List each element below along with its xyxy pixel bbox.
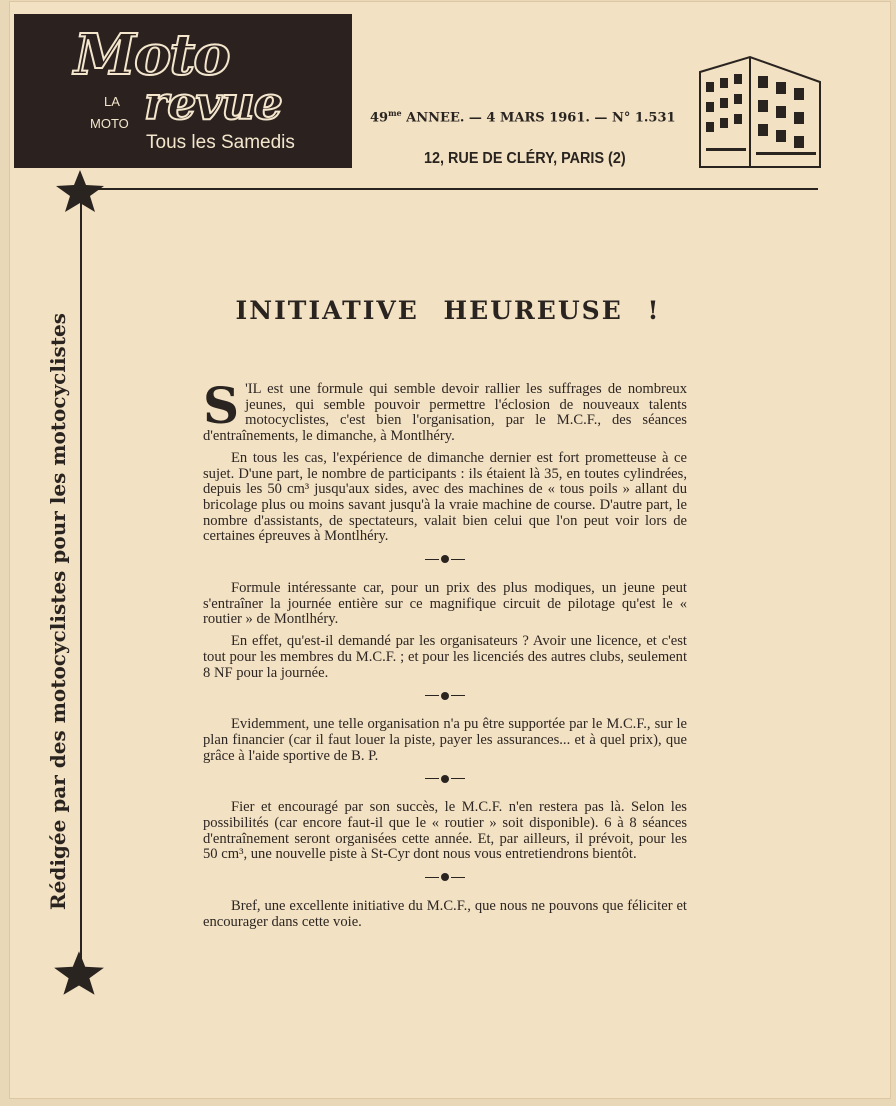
article-paragraph: Formule intéressante car, pour un prix des plus modiques, un jeune peut s'entraîner la journée entière sur ce magnifique circuit de pilotage qu'est le « routier » de Montlhéry.	[203, 580, 687, 628]
article-paragraph: Bref, une excellente initiative du M.C.F., que nous ne pouvons que féliciter et encourager dans cette voie.	[203, 898, 687, 930]
edition-line	[370, 108, 676, 125]
masthead	[14, 14, 352, 168]
article-paragraph: Fier et encouragé par son succès, le M.C.F. n'en restera pas là. Selon les possibilités (car encore faut-il que le « routier » soit disponible). 6 à 8 séances d'entraînement seront organisées cette année. Et, par ailleurs, il prévoit, pour les 50 cm³, une nouvelle piste à St-Cyr dont nous vous entretiendrons bientôt.	[203, 799, 687, 863]
separator-dot-icon	[203, 770, 687, 784]
building-illustration-icon	[690, 52, 830, 172]
article-title: INITIATIVE HEUREUSE !	[235, 296, 661, 325]
vertical-slogan: Rédigée par des motocyclistes pour les motocyclistes	[46, 312, 70, 910]
article-paragraph: S 'IL est une formule qui semble devoir rallier les suffrages de nombreux jeunes, qui semble pouvoir permettre l'éclosion de nouveaux talents motocyclistes, c'est bien l'organisation, par le M.C.F., des séances d'entraînements, le dimanche, à Montlhéry.	[203, 376, 687, 445]
article-paragraph: En tous les cas, l'expérience de dimanche dernier est fort prometteuse à ce sujet. D'une part, le nombre de participants : ils étaient là 35, en toutes cylindrées, depuis les 50 cm³ jusqu'aux sides, avec des machines de « tous poils » allant du bricolage plus ou moins savant jusqu'à la vraie machine de course. D'autre part, le nombre d'assistants, de spectateurs, valait bien celui que l'on peut voir lors de certaines épreuves à Montlhéry.	[203, 449, 687, 545]
edition-number: 49	[370, 110, 389, 126]
article-paragraph: Evidemment, une telle organisation n'a pu être supportée par le M.C.F., sur le plan financier (car il faut louer la piste, payer les assurances... et à quel prix), que grâce à l'aide sportive de B. P.	[203, 716, 687, 764]
edition-suffix: me	[388, 108, 402, 118]
article-paragraph: En effet, qu'est-il demandé par les organisateurs ? Avoir une licence, et c'est tout pour les membres du M.C.F. ; et pour les licenciés des autres clubs, seulement 8 NF pour la journée.	[203, 633, 687, 681]
article-body	[203, 376, 687, 937]
star-icon	[52, 948, 106, 998]
separator-dot-icon	[203, 687, 687, 701]
address: 12, RUE DE CLÉRY, PARIS (2)	[424, 150, 626, 167]
logo-la: LA	[104, 94, 120, 109]
logo-moto-small: MOTO	[90, 116, 129, 131]
logo-tagline: Tous les Samedis	[146, 132, 295, 153]
dropcap: S	[203, 376, 240, 435]
star-icon	[54, 168, 106, 214]
logo-revue: revue	[144, 76, 282, 130]
top-rule	[88, 188, 818, 190]
logo-moto: Moto	[74, 22, 229, 88]
edition-date: ANNEE. — 4 MARS 1961. — N° 1.531	[401, 110, 676, 126]
separator-dot-icon	[203, 551, 687, 565]
separator-dot-icon	[203, 869, 687, 883]
